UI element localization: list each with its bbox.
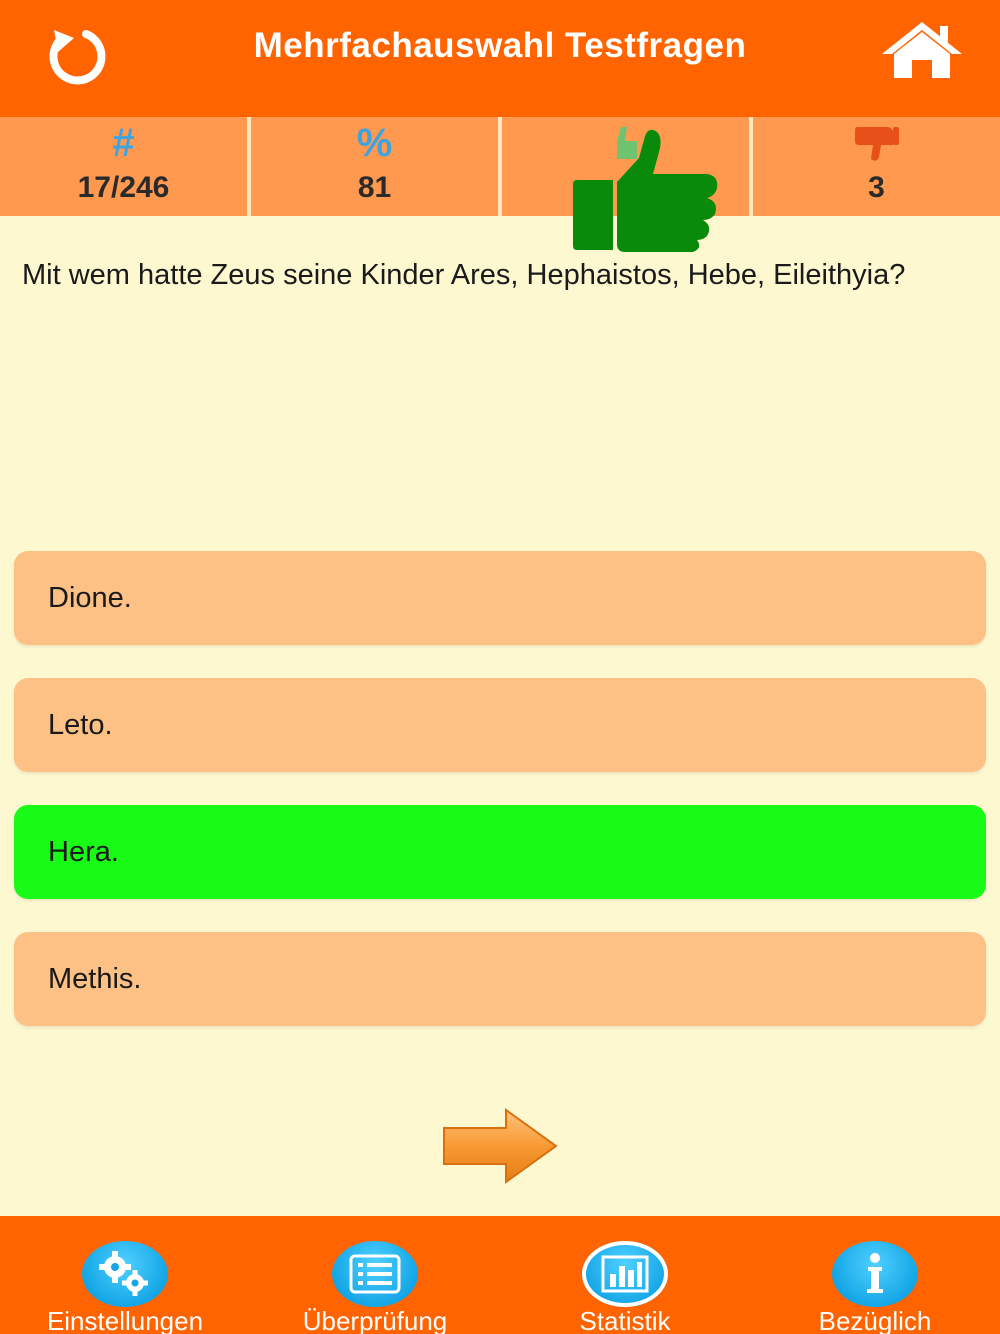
hash-icon: #	[112, 121, 135, 165]
gears-icon	[82, 1241, 168, 1307]
answer-option-2[interactable]: Leto.	[14, 678, 986, 772]
tab-label: Überprüfung	[302, 1306, 448, 1334]
answer-option-4[interactable]: Methis.	[14, 932, 986, 1026]
stats-bar	[0, 117, 1000, 216]
checklist-icon	[332, 1241, 418, 1307]
stat-question-count	[0, 117, 251, 216]
tab-statistik[interactable]	[500, 1216, 750, 1334]
arrow-right-icon[interactable]	[440, 1106, 560, 1186]
answer-option-1[interactable]: Dione.	[14, 551, 986, 645]
question-text: Mit wem hatte Zeus seine Kinder Ares, Hephaistos, Hebe, Eileithyia?	[22, 259, 906, 291]
percent-value: 81	[357, 171, 392, 204]
tab-label: Statistik	[579, 1306, 671, 1334]
tab-label: Einstellungen	[46, 1306, 204, 1334]
stat-wrong	[753, 117, 1000, 216]
stat-percent	[251, 117, 502, 216]
tab-label: Bezüglich	[818, 1306, 932, 1334]
info-icon	[832, 1241, 918, 1307]
answer-option-3[interactable]: Hera.	[14, 805, 986, 899]
bottom-tab-bar	[0, 1216, 1000, 1334]
percent-icon: %	[356, 121, 393, 165]
wrong-count: 3	[868, 171, 885, 204]
tab-bezueglich[interactable]	[750, 1216, 1000, 1334]
question-count: 17/246	[77, 171, 170, 204]
home-icon[interactable]	[878, 18, 966, 82]
top-bar	[0, 0, 1000, 117]
tab-ueberpruefung[interactable]	[250, 1216, 500, 1334]
bar-chart-icon	[582, 1241, 668, 1307]
thumbs-up-icon	[573, 122, 723, 254]
page-title: Mehrfachauswahl Testfragen	[253, 26, 747, 65]
tab-einstellungen[interactable]	[0, 1216, 250, 1334]
thumbs-down-icon	[853, 123, 901, 163]
